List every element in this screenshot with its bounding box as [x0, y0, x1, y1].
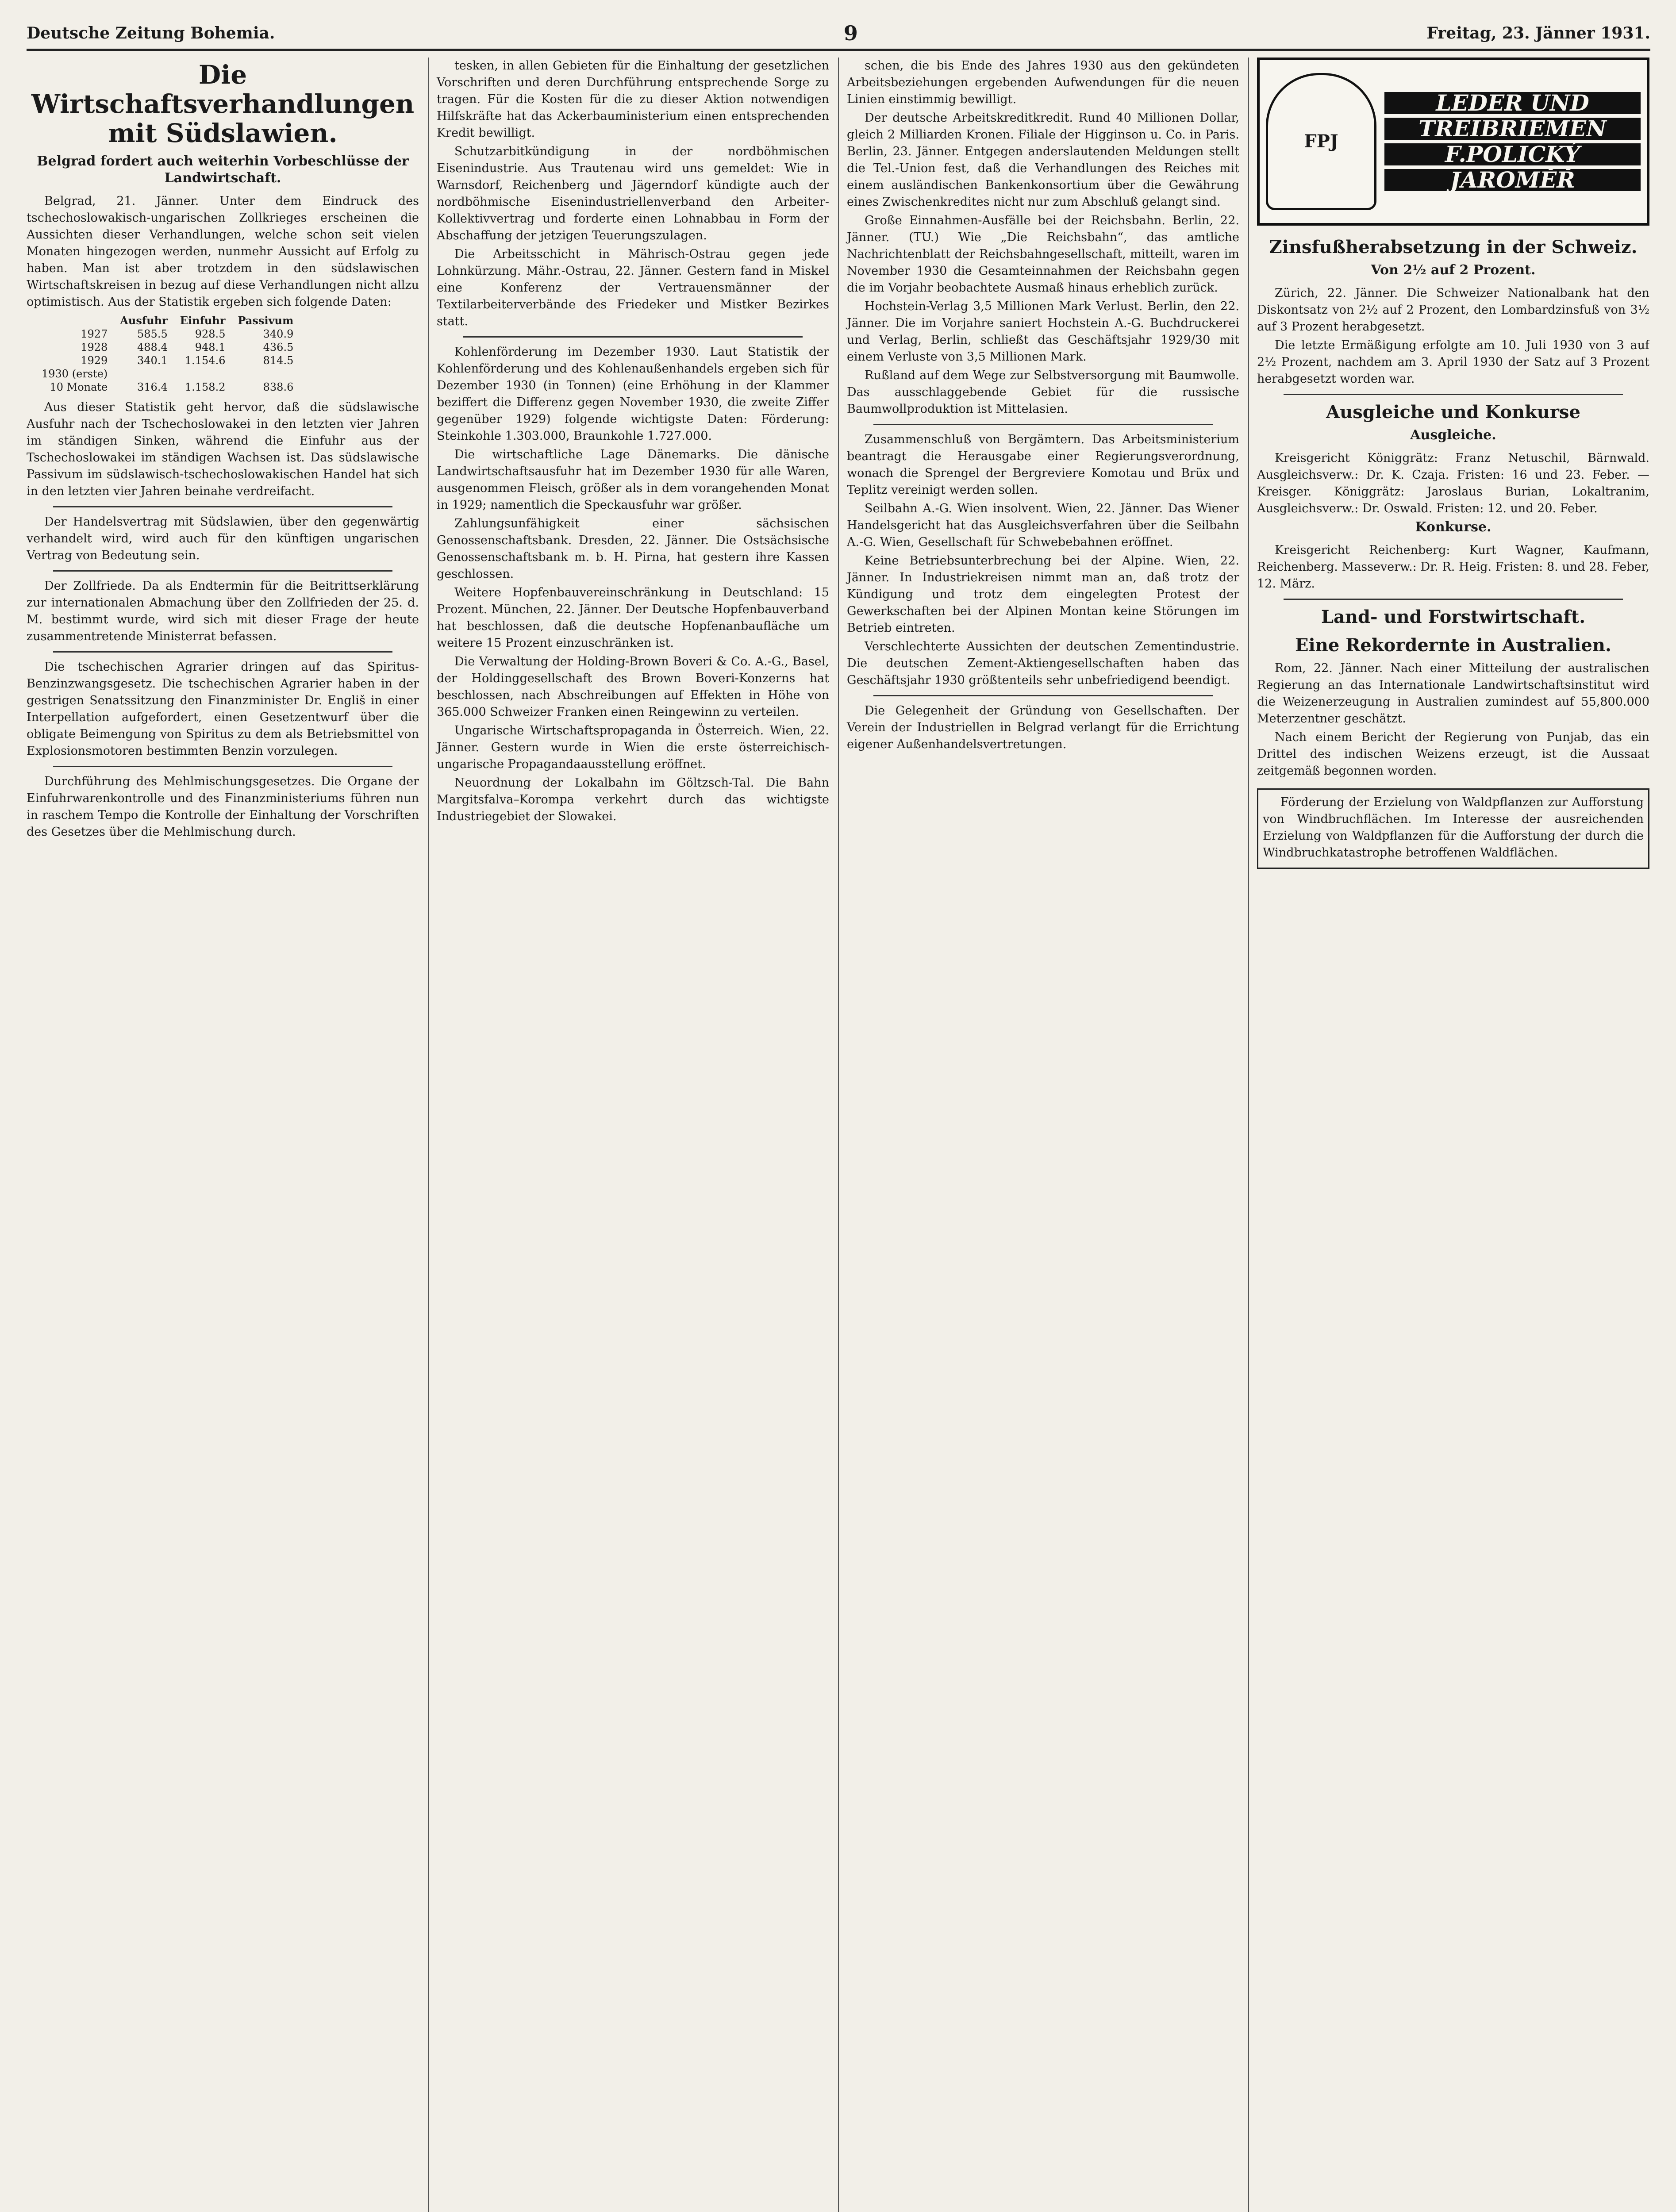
article-title-australien: Eine Rekordernte in Australien. — [1295, 635, 1611, 656]
ad-line: LEDER UND — [1384, 92, 1641, 114]
section-title-ausgleiche: Ausgleiche und Konkurse — [1326, 402, 1580, 422]
article-subtitle-sudslawien: Belgrad fordert auch weiterhin Vorbeschlüsse der Landwirtschaft. — [37, 154, 409, 186]
column-1 — [27, 58, 419, 2212]
article-subtitle-schweiz: Von 2½ auf 2 Prozent. — [1371, 262, 1536, 278]
table-cell: 340.9 — [263, 328, 294, 340]
table-cell — [114, 367, 173, 380]
paragraph: Die wirtschaftliche Lage Dänemarks. Die dänische Landwirtschaftsausfuhr hat im Dezember 1930 für alle Waren, ausgenommen Fleisch, größer als in dem vorangehenden Monat in 1929; namentlich die Speckausfuhr war größer. — [437, 448, 829, 512]
table-header-cell: Einfuhr — [180, 314, 226, 327]
table-cell: 316.4 — [137, 381, 168, 393]
ad-line: F.POLICKÝ — [1384, 143, 1641, 165]
table-row — [35, 354, 300, 367]
divider — [53, 651, 392, 653]
paragraph: Seilbahn A.-G. Wien insolvent. Wien, 22. Jänner. Das Wiener Handelsgericht hat das Ausgleichsverfahren über die Seilbahn A.-G. Wien, Gesellschaft für Schwebebahnen eröffnet. — [847, 502, 1239, 549]
paragraph: Die Verwaltung der Holding-Brown Boveri & Co. A.-G., Basel, der Holdinggesellschaft des Brown Boveri-Konzerns hat beschlossen, nach Abschreibungen auf Effekten in Höhe von 365.000 Schweizer Franken einen Reingewinn zu verteilen. — [437, 655, 829, 719]
paragraph: Durchführung des Mehlmischungsgesetzes. Die Organe der Einfuhrwarenkontrolle und des Finanzministeriums führen nun in raschem Tempo die Kontrolle der Einhaltung der Vorschriften des Gesetzes über die Mehlmischung durch. — [27, 775, 419, 839]
table-cell — [231, 367, 300, 380]
divider — [463, 336, 803, 338]
table-cell: 1929 — [81, 354, 108, 367]
divider — [1284, 599, 1623, 600]
ad-line: TREIBRIEMEN — [1384, 118, 1641, 140]
table-cell: 928.5 — [195, 328, 226, 340]
trade-stats-table — [35, 314, 300, 394]
table-row — [35, 380, 300, 394]
paragraph: Die Arbeitsschicht in Mährisch-Ostrau gegen jede Lohnkürzung. Mähr.-Ostrau, 22. Jänner. Gestern fand in Miskel eine Konferenz der Vertrauensmänner der Textilarbeiterverbände des Friedeker und Mistker Bezirkes statt. — [437, 247, 829, 328]
table-row — [35, 367, 300, 380]
paragraph: Zürich, 22. Jänner. Die Schweizer Nationalbank hat den Diskontsatz von 2½ auf 2 Prozent, den Lombardzinsfuß von 3½ auf 3 Prozent herabgesetzt. — [1257, 286, 1649, 334]
divider — [1284, 394, 1623, 395]
paragraph: Belgrad, 21. Jänner. Unter dem Eindruck des tschechoslowakisch-ungarischen Zollkrieges erscheinen die Aussichten dieser Verhandlungen, welche schon seit vielen Monaten hingezogen werden, nunmehr Aussicht auf Erfolg zu haben. Man ist aber trotzdem in den südslawischen Wirtschaftskreisen in bezug auf diese Verhandlungen nicht allzu optimistisch. Aus der Statistik ergeben sich folgende Daten: — [27, 194, 419, 309]
section-subtitle: Ausgleiche. — [1410, 427, 1496, 443]
table-header-cell: Ausfuhr — [120, 314, 168, 327]
paragraph: Der deutsche Arbeitskreditkredit. Rund 40 Millionen Dollar, gleich 2 Milliarden Kronen. Filiale der Higginson u. Co. in Paris. Berlin, 23. Jänner. Entgegen anderslautenden Meldungen stellt die Tel.-Union fest, daß die Verhandlungen des Reiches mit einem ausländischen Bankenkonsortium über die Gewährung eines Zwischenkredites nicht nur zum Abschluß gelangt sind. — [847, 111, 1239, 209]
table-cell: 1.154.6 — [185, 354, 226, 367]
issue-date: Freitag, 23. Jänner 1931. — [1426, 24, 1650, 42]
ad-line: JAROMĚŘ — [1384, 169, 1641, 191]
section-title-landwirtschaft: Land- und Forstwirtschaft. — [1321, 607, 1586, 627]
paragraph: Rußland auf dem Wege zur Selbstversorgung mit Baumwolle. Das ausschlaggebende Gebiet für die russische Baumwollproduktion ist Mittelasien. — [847, 369, 1239, 416]
table-cell: 948.1 — [195, 341, 226, 353]
table-cell: 1.158.2 — [185, 381, 226, 393]
table-cell: 585.5 — [137, 328, 168, 340]
paragraph: Kreisgericht Reichenberg: Kurt Wagner, Kaufmann, Reichenberg. Masseverw.: Dr. R. Heig. Fristen: 8. und 28. Feber, 12. März. — [1257, 543, 1649, 591]
paragraph: Kreisgericht Königgrätz: Franz Netuschil, Bärnwald. Ausgleichsverw.: Dr. K. Czaja. Fristen: 16 und 23. Feber. — Kreisger. Königgrätz: Jaroslaus Burian, Lokaltranim, Ausgleichsverw.: Dr. Oswald. Fristen: 12. und 20. Feber. — [1257, 451, 1649, 515]
paragraph: Ungarische Wirtschaftspropaganda in Österreich. Wien, 22. Jänner. Gestern wurde in Wien die erste österreichisch-ungarische Propagandaausstellung eröffnet. — [437, 724, 829, 771]
table-header-cell: Passivum — [238, 314, 294, 327]
paragraph: Der Zollfriede. Da als Endtermin für die Beitrittserklärung zur internationalen Abmachung über den Zollfrieden der 25. d. M. bestimmt wurde, wird sich mit dieser Frage der heute zusammentretende Ministerrat befassen. — [27, 579, 419, 643]
page-number: 9 — [843, 21, 858, 45]
paragraph: Neuordnung der Lokalbahn im Göltzsch-Tal. Die Bahn Margitsfalva–Korompa verkehrt durch das wichtigste Industriegebiet der Slowakei. — [437, 776, 829, 823]
paragraph: Hochstein-Verlag 3,5 Millionen Mark Verlust. Berlin, den 22. Jänner. Die im Vorjahre saniert Hochstein A.-G. Buchdruckerei und Verlag, Berlin, schließt das Geschäftsjahr 1929/30 mit einem Verluste von 3,5 Millionen Mark. — [847, 300, 1239, 364]
running-header — [27, 18, 1650, 51]
column-4 — [1248, 58, 1649, 2212]
paragraph: Kohlenförderung im Dezember 1930. Laut Statistik der Kohlenförderung und des Kohlenaußenhandels ergeben sich für Dezember 1930 (in Tonnen) (eine Erhöhung in der Klammer beziffert die Differenz gegen November 1930, die zweite Ziffer gegenüber 1929) folgende wichtigste Daten: Förderung: Steinkohle 1.303.000, Braunkohle 1.727.000. — [437, 345, 829, 443]
paragraph: Der Handelsvertrag mit Südslawien, über den gegenwärtig verhandelt wird, wird auch für den künftigen ungarischen Vertrag von Bedeutung sein. — [27, 515, 419, 562]
paragraph: Förderung der Erzielung von Waldpflanzen zur Aufforstung von Windbruchflächen. Im Interesse der ausreichenden Erzielung von Waldpflanzen für die Aufforstung der durch die Windbruchkatastrophe betroffenen Waldflächen. — [1263, 795, 1644, 860]
section-subtitle: Konkurse. — [1415, 519, 1491, 535]
paragraph: Große Einnahmen-Ausfälle bei der Reichsbahn. Berlin, 22. Jänner. (TU.) Wie „Die Reichsbahn“, das amtliche Nachrichtenblatt der Reichsbahngesellschaft, mitteilt, waren im November 1930 die Gesamteinnahmen der Reichsbahn gegen die im Vorjahr beobachtete Ausmaß hinaus erheblich zurück. — [847, 214, 1239, 295]
columns — [27, 58, 1650, 2212]
paragraph: Zahlungsunfähigkeit einer sächsischen Genossenschaftsbank. Dresden, 22. Jänner. Die Ostsächsische Genossenschaftsbank m. b. H. Pirna, hat gestern ihre Kassen geschlossen. — [437, 517, 829, 581]
paragraph: Weitere Hopfenbauvereinschränkung in Deutschland: 15 Prozent. München, 22. Jänner. Der Deutsche Hopfenbauverband hat beschlossen, daß die deutsche Hopfenanbaufläche um weitere 15 Prozent einzuschränken ist. — [437, 586, 829, 650]
divider — [873, 424, 1213, 425]
divider — [53, 506, 392, 507]
paragraph: Nach einem Bericht der Regierung von Punjab, das ein Drittel des indischen Weizens erzeugt, ist die Aussaat zeitgemäß begonnen worden. — [1257, 730, 1649, 778]
table-header-cell — [35, 314, 114, 327]
ad-logo: FPJ — [1266, 73, 1376, 210]
paragraph: Rom, 22. Jänner. Nach einer Mitteilung der australischen Regierung an das Internationale Landwirtschaftsinstitut wird die Weizenerzeugung in Australien zumindest auf 55,800.000 Meterzentner geschätzt. — [1257, 661, 1649, 726]
table-cell — [174, 367, 232, 380]
table-row — [35, 341, 300, 354]
table-cell: 838.6 — [263, 381, 294, 393]
paragraph: Verschlechterte Aussichten der deutschen Zementindustrie. Die deutschen Zement-Aktiengesellschaften haben das Geschäftsjahr 1930 größtenteils sehr unbefriedigend beendigt. — [847, 640, 1239, 687]
paragraph: Zusammenschluß von Bergämtern. Das Arbeitsministerium beantragt die Herausgabe einer Regierungsverordnung, wonach die Sprengel der Bergreviere Komotau und Brüx und Teplitz vereinigt werden sollen. — [847, 433, 1239, 497]
table-cell: 814.5 — [263, 354, 294, 367]
paragraph: Schutzarbitkündigung in der nordböhmischen Eisenindustrie. Aus Trautenau wird uns gemeldet: Wie in Warnsdorf, Reichenberg und Jägerndorf kündigte auch der nordböhmische Eisenindustriellenverband den Arbeiter-Kollektivvertrag und forderte einen Lohnabbau in Form der Abschaffung der jetzigen Teuerungszulagen. — [437, 145, 829, 242]
article-title-schweiz: Zinsfußherabsetzung in der Schweiz. — [1269, 237, 1638, 257]
paragraph: Die letzte Ermäßigung erfolgte am 10. Juli 1930 von 3 auf 2½ Prozent, nachdem am 3. April 1930 der Satz auf 3 Prozent herabgesetzt worden war. — [1257, 338, 1649, 386]
newspaper-page — [27, 18, 1650, 2212]
divider — [873, 695, 1213, 696]
article-title-sudslawien: Die Wirtschaftsverhandlungen mit Südslawien. — [31, 60, 415, 148]
paragraph: Die Gelegenheit der Gründung von Gesellschaften. Der Verein der Industriellen in Belgrad verlangt für die Errichtung eigener Außenhandelsvertretungen. — [847, 704, 1239, 751]
ad-text — [1384, 88, 1641, 195]
column-2 — [428, 58, 829, 2212]
table-cell: 340.1 — [137, 354, 168, 367]
paper-name: Deutsche Zeitung Bohemia. — [27, 24, 275, 42]
boxed-notice — [1257, 788, 1649, 869]
table-cell: 1930 (erste) — [42, 368, 108, 380]
table-cell: 488.4 — [137, 341, 168, 353]
table-row — [35, 327, 300, 341]
column-3 — [838, 58, 1239, 2212]
table-cell: 1928 — [81, 341, 108, 353]
paragraph: schen, die bis Ende des Jahres 1930 aus den gekündeten Arbeitsbeziehungen ergebenden Aufwendungen für die neuen Linien einstimmig bewilligt. — [847, 59, 1239, 106]
paragraph: tesken, in allen Gebieten für die Einhaltung der gesetzlichen Vorschriften und deren Durchführung entsprechende Sorge zu tragen. Für die Kosten für die zu dieser Aktion notwendigen Hilfskräfte hat das Ackerbauministerium einen entsprechenden Kredit bewilligt. — [437, 59, 829, 140]
table-cell: 436.5 — [263, 341, 294, 353]
divider — [53, 570, 392, 572]
paragraph: Die tschechischen Agrarier dringen auf das Spiritus-Benzinzwangsgesetz. Die tschechischen Agrarier haben in der gestrigen Senatssitzung den Finanzminister Dr. Engliš in einer Interpellation aufgefordert, einen Gesetzentwurf über die obligate Beimengung von Spiritus zu dem als Betriebsmittel von Explosionsmotoren bestimmten Benzin vorzulegen. — [27, 660, 419, 758]
table-cell: 10 Monate — [50, 381, 108, 393]
table-cell: 1927 — [81, 328, 108, 340]
divider — [53, 766, 392, 767]
table-header-row — [35, 314, 300, 327]
paragraph: Aus dieser Statistik geht hervor, daß die südslawische Ausfuhr nach der Tschechoslowakei in den letzten vier Jahren im ständigen Sinken, während die Einfuhr aus der Tschechoslowakei im ständigen Wachsen ist. Das südslawische Passivum im südslawisch-tschechoslowakischen Handel hat sich in den letzten vier Jahren beinahe verdreifacht. — [27, 400, 419, 498]
advertisement-policky — [1257, 58, 1649, 226]
paragraph: Keine Betriebsunterbrechung bei der Alpine. Wien, 22. Jänner. In Industriekreisen nimmt man an, daß trotz der Kündigung und trotz dem eingelegten Protest der Gewerkschaften bei der Alpinen Montan keine Störungen im Betrieb eintreten. — [847, 554, 1239, 635]
